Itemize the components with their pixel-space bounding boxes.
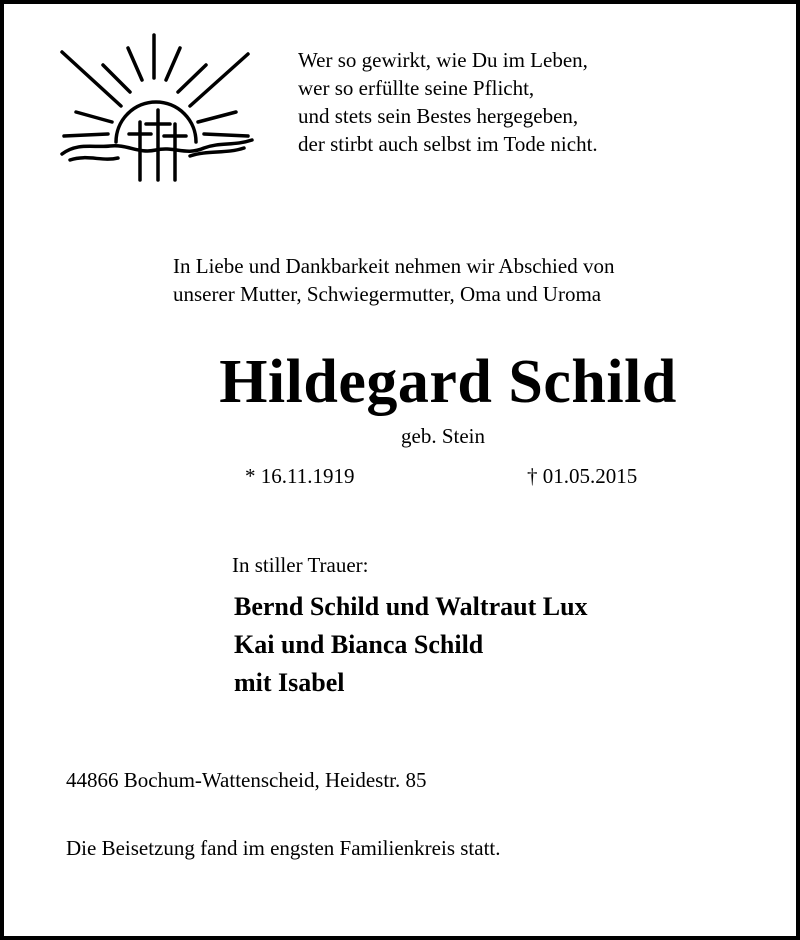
mourner-name: Bernd Schild und Waltraut Lux [234, 592, 588, 621]
poem-line: wer so erfüllte seine Pflicht, [298, 76, 535, 100]
sunrise-three-crosses-icon [58, 30, 258, 190]
maiden-name: geb. Stein [401, 424, 485, 448]
memorial-poem [298, 46, 598, 158]
deceased-name: Hildegard Schild [219, 348, 677, 416]
poem-line: und stets sein Bestes hergegeben, [298, 104, 579, 128]
mourner-name: Kai und Bianca Schild [234, 630, 484, 659]
birth-date: * 16.11.1919 [245, 464, 355, 488]
family-address: 44866 Bochum-Wattenscheid, Heidestr. 85 [66, 768, 427, 792]
death-date: † 01.05.2015 [527, 464, 638, 488]
intro-line: unserer Mutter, Schwiegermutter, Oma und Uroma [173, 282, 602, 306]
farewell-intro [173, 252, 614, 308]
poem-line: der stirbt auch selbst im Tode nicht. [298, 132, 598, 156]
poem-line: Wer so gewirkt, wie Du im Leben, [298, 48, 588, 72]
funeral-note: Die Beisetzung fand im engsten Familienkreis statt. [66, 836, 501, 860]
mourners-list [234, 588, 588, 702]
mourner-name: mit Isabel [234, 668, 345, 697]
intro-line: In Liebe und Dankbarkeit nehmen wir Abschied von [173, 254, 615, 278]
mourning-label: In stiller Trauer: [232, 553, 369, 577]
